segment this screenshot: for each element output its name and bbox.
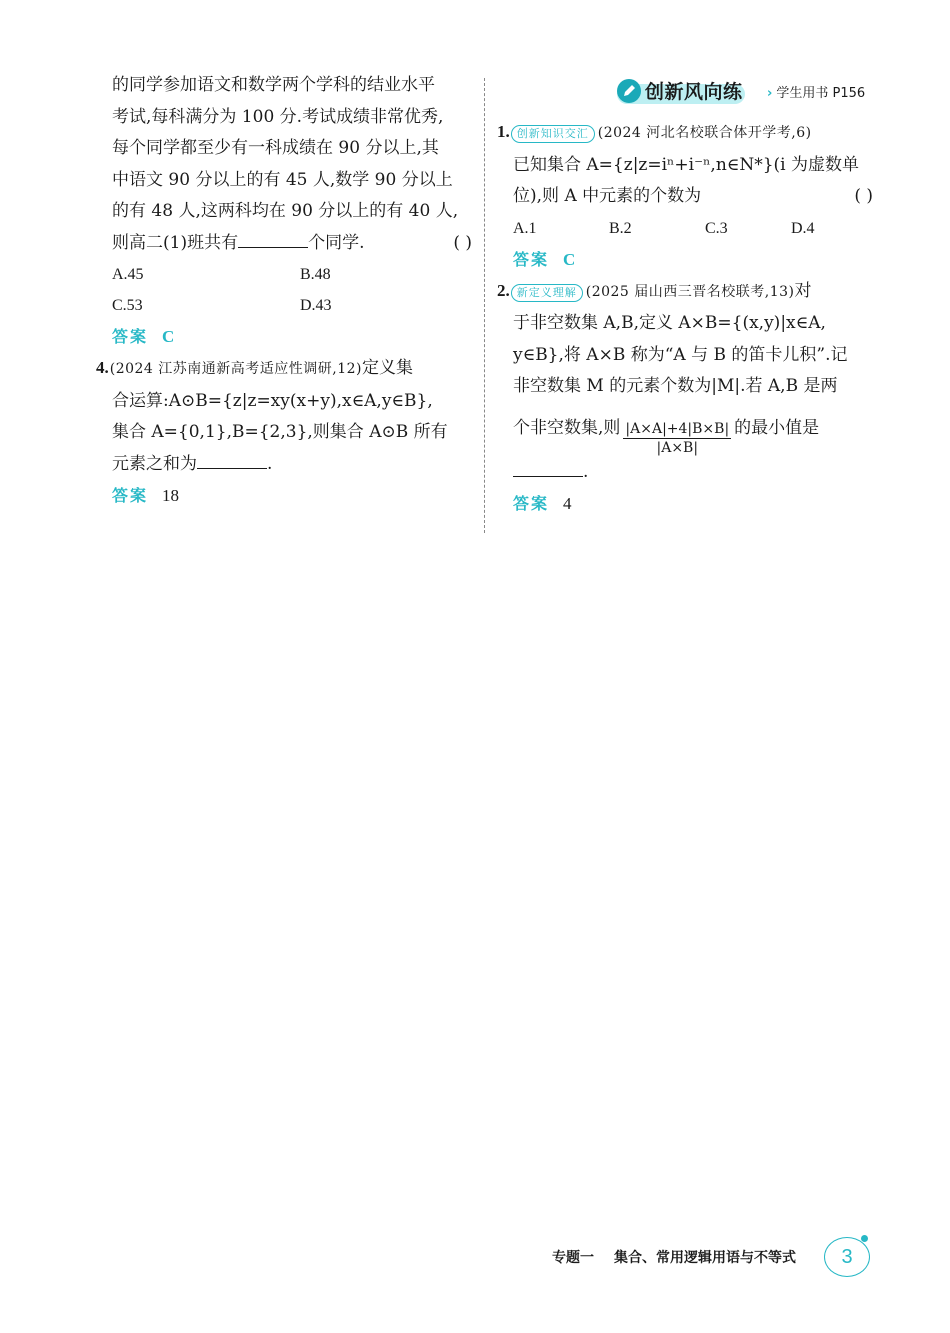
right-column (497, 116, 873, 519)
r-q2-blank (513, 459, 583, 477)
footer-chapter: 集合、常用逻辑用语与不等式 (614, 1250, 796, 1266)
student-book-ref-text: 学生用书 P156 (776, 86, 866, 101)
r-q1-option-c: C.3 (705, 219, 728, 237)
q4-line-2: 合运算:A⊙B={z|z=xy(x+y),x∈A,y∈B}, (112, 390, 433, 411)
r-q2-number: 2. (497, 280, 510, 300)
r-q2-line-5 (497, 403, 873, 457)
r-q2-line-6 (497, 457, 873, 489)
r-q1-answer-label: 答案 (513, 249, 550, 269)
q3-line-3: 每个同学都至少有一科成绩在 90 分以上,其 (112, 138, 439, 158)
r-q2-line-3: y∈B},将 A×B 称为“A 与 B 的笛卡儿积”.记 (513, 344, 848, 365)
q3-answer-value: C (162, 327, 175, 346)
q3-line-4: 中语文 90 分以上的有 45 人,数学 90 分以上 (112, 169, 453, 190)
q3-line-5: 的有 48 人,这两科均在 90 分以上的有 40 人, (112, 201, 459, 221)
r-q1-option-d: D.4 (791, 219, 815, 237)
left-column (96, 70, 472, 511)
q3-answer-label: 答案 (112, 327, 149, 346)
r-q2-line-2: 于非空数集 A,B,定义 A×B={(x,y)|x∈A, (513, 313, 826, 333)
section-header (613, 76, 883, 106)
page-dot-icon (861, 1235, 868, 1242)
r-q1-answer-value: C (563, 249, 576, 269)
r-q2-answer-label: 答案 (513, 494, 550, 513)
q3-line-2: 考试,每科满分为 100 分.考试成绩非常优秀, (112, 106, 444, 127)
q3-answer-bracket: ( ) (453, 232, 472, 253)
q3-line-6-post: 个同学. (308, 232, 365, 253)
q4-line-4-post: . (267, 453, 273, 474)
section-badge (613, 76, 751, 104)
section-title: 创新风向练 (645, 81, 743, 103)
q3-answer (112, 321, 472, 352)
pencil-icon (617, 79, 641, 103)
q4-answer-value: 18 (162, 486, 180, 505)
q3-blank (238, 230, 308, 248)
r-q1-option-a: A.1 (513, 219, 537, 237)
q4-line-1 (96, 352, 472, 386)
q3-line-1: 的同学参加语文和数学两个学科的结业水平 (112, 75, 435, 95)
q4-line-4 (112, 449, 472, 481)
page-footer (552, 1237, 882, 1277)
r-q2-line-1-tail: 对 (794, 280, 812, 301)
r-q2-line-4: 非空数集 M 的元素个数为|M|.若 A,B 是两 (513, 376, 838, 396)
r-q2-answer (497, 488, 873, 519)
r-q1-option-b: B.2 (609, 219, 632, 237)
r-q1-line-1 (497, 116, 873, 150)
r-q2-line-1 (497, 275, 873, 309)
footer-topic: 专题一 (552, 1250, 594, 1266)
q3-line-6-pre: 则高二(1)班共有 (112, 232, 239, 253)
q3-options-row-1 (112, 259, 472, 290)
q3-option-b: B.48 (300, 266, 331, 283)
q3-options-row-2 (112, 290, 472, 321)
r-q1-source: (2024 河北名校联合体开学考,6) (597, 125, 812, 141)
r-q1-line-2: 已知集合 A={z|z=iⁿ+i⁻ⁿ,n∈N*}(i 为虚数单 (513, 154, 860, 175)
r-q1-line-3 (497, 181, 873, 213)
r-q2-line-5-pre: 个非空数集,则 (513, 417, 621, 438)
column-divider (484, 78, 485, 533)
r-q1-answer-bracket: ( ) (854, 186, 873, 206)
r-q1-options (497, 213, 873, 244)
q3-line-6 (112, 228, 472, 260)
r-q2-fraction-numerator: |A×A|+4|B×B| (625, 420, 730, 437)
q4-line-1-tail: 定义集 (362, 358, 414, 378)
r-q1-answer (497, 244, 873, 275)
r-q2-source: (2025 届山西三晋名校联考,13) (585, 283, 795, 300)
r-q1-tag: 创新知识交汇 (511, 125, 595, 143)
q3-option-c: C.53 (112, 297, 143, 314)
r-q2-fraction-denominator: |A×B| (656, 439, 699, 456)
q4-blank (197, 451, 267, 469)
student-book-ref (767, 82, 865, 101)
r-q2-tag: 新定义理解 (511, 284, 583, 302)
r-q1-line-3-text: 位),则 A 中元素的个数为 (513, 186, 702, 206)
r-q1-number: 1. (497, 122, 510, 141)
q3-option-a: A.45 (112, 266, 144, 283)
q3-option-d: D.43 (300, 297, 332, 314)
r-q2-answer-value: 4 (563, 494, 572, 513)
r-q2-fraction (623, 420, 731, 457)
chevron-right-icon: › (767, 86, 773, 101)
r-q2-line-6-post: . (583, 461, 589, 482)
r-q2-line-5-post: 的最小值是 (734, 417, 820, 438)
q4-answer (112, 480, 472, 511)
q4-answer-label: 答案 (112, 486, 149, 505)
q4-source: (2024 江苏南通新高考适应性调研,12) (109, 361, 363, 377)
q4-line-4-pre: 元素之和为 (112, 453, 197, 474)
q4-number: 4. (96, 358, 109, 377)
q4-line-3: 集合 A={0,1},B={2,3},则集合 A⊙B 所有 (112, 422, 448, 442)
page-number: 3 (824, 1237, 870, 1277)
